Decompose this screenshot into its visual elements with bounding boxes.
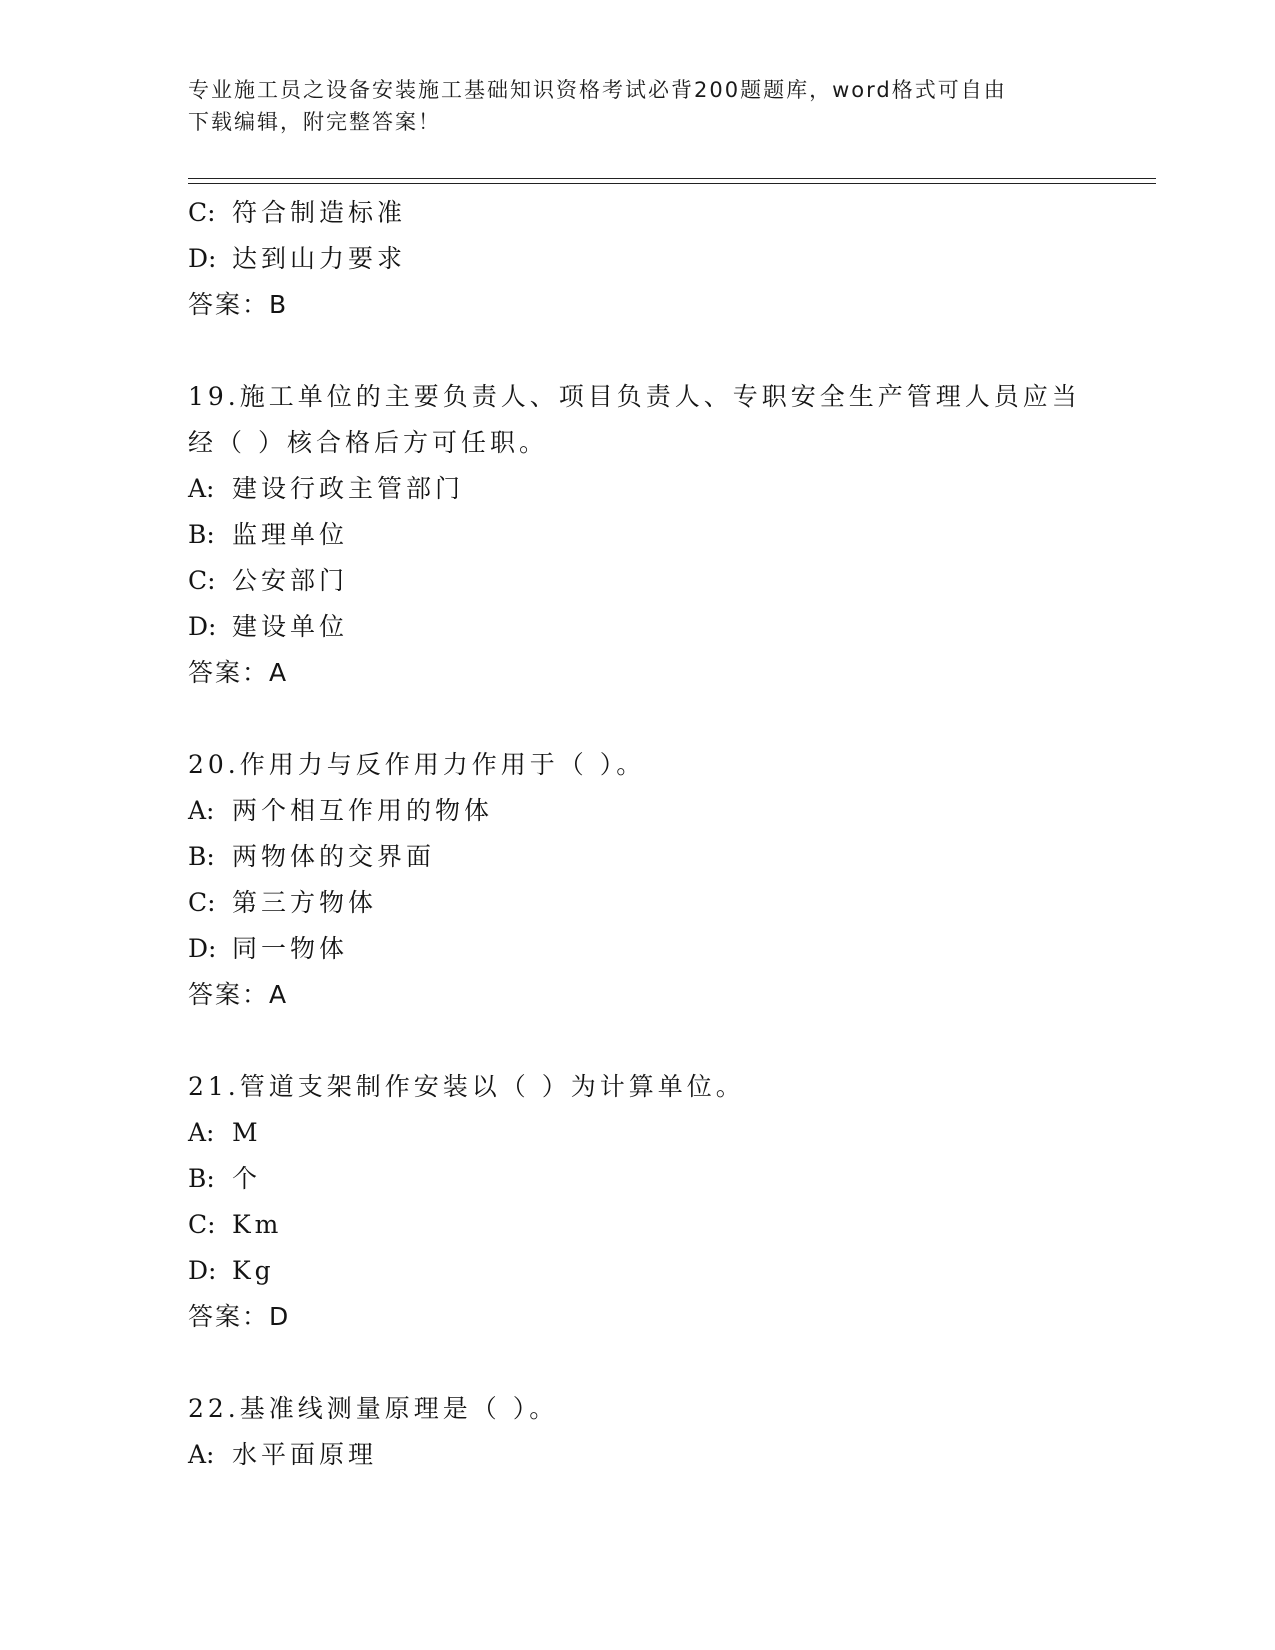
option-c [188, 190, 1088, 236]
option-label: C: [188, 1210, 216, 1239]
spacer [188, 1340, 1088, 1386]
option-a [188, 1110, 1088, 1156]
option-text: 两物体的交界面 [232, 842, 436, 871]
option-label: D: [188, 1256, 217, 1285]
answer-label: 答案： [188, 1302, 270, 1331]
option-c [188, 880, 1088, 926]
answer-label: 答案： [188, 980, 270, 1009]
option-text: 达到山力要求 [232, 244, 407, 273]
option-text: Km [232, 1210, 283, 1239]
question-list [188, 190, 1088, 1478]
option-label: A: [188, 1118, 215, 1147]
option-label: D: [188, 244, 217, 273]
title-line-2: 下载编辑，附完整答案！ [188, 110, 441, 134]
option-a [188, 466, 1088, 512]
option-a [188, 1432, 1088, 1478]
option-label: B: [188, 842, 215, 871]
answer-line [188, 1294, 1088, 1340]
spacer [188, 328, 1088, 374]
option-text: 公安部门 [232, 566, 349, 595]
option-text: 水平面原理 [232, 1440, 378, 1469]
option-d [188, 926, 1088, 972]
option-label: C: [188, 198, 216, 227]
option-text: 建设行政主管部门 [232, 474, 465, 503]
option-text: 同一物体 [232, 934, 349, 963]
question-stem: 22.基准线测量原理是（ ）。 [188, 1394, 559, 1423]
question-19 [188, 374, 1088, 696]
document-title [188, 74, 1068, 138]
option-text: 建设单位 [232, 612, 349, 641]
question-stem: 20.作用力与反作用力作用于（ ）。 [188, 750, 646, 779]
question-20 [188, 742, 1088, 1018]
option-b [188, 1156, 1088, 1202]
option-label: B: [188, 520, 215, 549]
option-c [188, 1202, 1088, 1248]
option-text: 两个相互作用的物体 [232, 796, 494, 825]
answer-line [188, 282, 1088, 328]
answer-value: B [269, 290, 288, 319]
option-label: A: [188, 474, 215, 503]
option-label: A: [188, 796, 215, 825]
question-21 [188, 1064, 1088, 1340]
answer-value: A [269, 980, 288, 1009]
title-line-1: 专业施工员之设备安装施工基础知识资格考试必背200题题库，word格式可自由 [188, 78, 1007, 102]
answer-label: 答案： [188, 290, 270, 319]
question-stem: 19.施工单位的主要负责人、项目负责人、专职安全生产管理人员应当 [188, 382, 1081, 411]
option-label: B: [188, 1164, 215, 1193]
option-text: M [232, 1118, 262, 1147]
option-text: 个 [232, 1164, 262, 1193]
option-c [188, 558, 1088, 604]
option-d [188, 1248, 1088, 1294]
option-d [188, 604, 1088, 650]
answer-line [188, 972, 1088, 1018]
option-label: A: [188, 1440, 215, 1469]
spacer [188, 696, 1088, 742]
option-a [188, 788, 1088, 834]
option-label: D: [188, 612, 217, 641]
question-prev [188, 190, 1088, 328]
answer-value: A [269, 658, 288, 687]
option-label: C: [188, 888, 216, 917]
answer-value: D [269, 1302, 290, 1331]
question-stem-cont: 经（ ）核合格后方可任职。 [188, 428, 548, 457]
option-label: C: [188, 566, 216, 595]
option-text: 第三方物体 [232, 888, 378, 917]
question-stem: 21.管道支架制作安装以（ ）为计算单位。 [188, 1072, 745, 1101]
option-b [188, 512, 1088, 558]
header-divider-bottom [188, 183, 1156, 184]
header-divider-top [188, 178, 1156, 179]
option-text: Kg [232, 1256, 275, 1285]
answer-line [188, 650, 1088, 696]
option-text: 监理单位 [232, 520, 349, 549]
spacer [188, 1018, 1088, 1064]
option-text: 符合制造标准 [232, 198, 407, 227]
option-b [188, 834, 1088, 880]
answer-label: 答案： [188, 658, 270, 687]
question-22 [188, 1386, 1088, 1478]
option-d [188, 236, 1088, 282]
option-label: D: [188, 934, 217, 963]
